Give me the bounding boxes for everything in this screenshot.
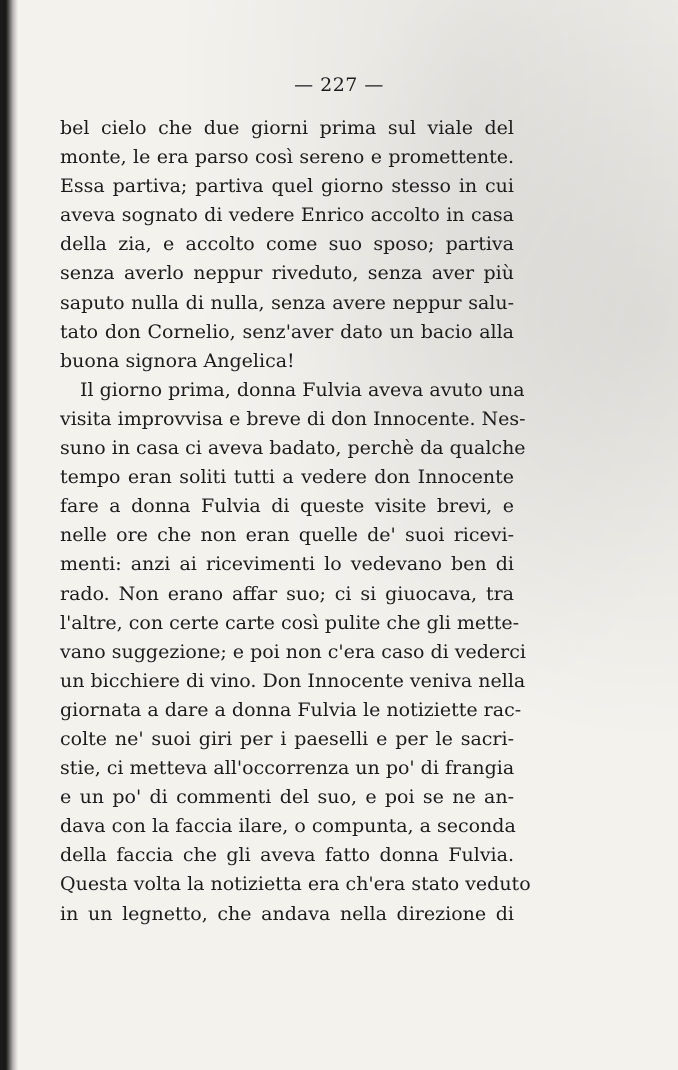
- text-line: tempo eran soliti tutti a vedere don Innocente: [60, 466, 514, 489]
- page-number: — 227 —: [294, 74, 384, 96]
- text-line: vano suggezione; e poi non c'era caso di vederci: [60, 640, 526, 663]
- text-line: della zia, e accolto come suo sposo; partiva: [60, 233, 514, 256]
- text-line: saputo nulla di nulla, senza avere neppur salu-: [60, 291, 514, 314]
- text-line: Essa partiva; partiva quel giorno stesso in cui: [60, 175, 514, 198]
- text-line: rado. Non erano affar suo; ci si giuocava, tra: [60, 582, 514, 605]
- binding-edge: [0, 0, 18, 1070]
- text-line: suno in casa ci aveva badato, perchè da qualche: [60, 437, 526, 460]
- text-line: fare a donna Fulvia di queste visite brevi, e: [60, 495, 514, 518]
- text-line: un bicchiere di vino. Don Innocente veniva nella: [60, 669, 526, 692]
- text-line: e un po' di commenti del suo, e poi se ne an-: [60, 786, 514, 809]
- text-line: aveva sognato di vedere Enrico accolto in casa: [60, 204, 514, 227]
- text-line: giornata a dare a donna Fulvia le notiziette rac-: [60, 698, 522, 721]
- text-line: menti: anzi ai ricevimenti lo vedevano ben di: [60, 553, 514, 576]
- text-line: in un legnetto, che andava nella direzione di: [60, 902, 514, 925]
- text-line: stie, ci metteva all'occorrenza un po' di frangia: [60, 757, 515, 780]
- text-line: nelle ore che non eran quelle de' suoi ricevi-: [60, 524, 514, 547]
- text-line: monte, le era parso così sereno e promettente.: [60, 146, 514, 169]
- text-line: senza averlo neppur riveduto, senza aver più: [60, 262, 514, 285]
- text-line: dava con la faccia ilare, o compunta, a seconda: [60, 815, 516, 838]
- paragraph-start-line: Il giorno prima, donna Fulvia aveva avuto una: [80, 378, 525, 401]
- text-line: della faccia che gli aveva fatto donna Fulvia.: [60, 844, 514, 867]
- text-line: Questa volta la notizietta era ch'era stato veduto: [60, 873, 531, 896]
- text-line: colte ne' suoi giri per i paeselli e per le sacri-: [60, 727, 514, 750]
- text-line: buona signora Angelica!: [60, 349, 295, 372]
- text-line: l'altre, con certe carte così pulite che gli mette-: [60, 611, 520, 634]
- body-text: [60, 114, 531, 929]
- text-line: visita improvvisa e breve di don Innocente. Nes-: [60, 407, 526, 430]
- text-line: tato don Cornelio, senz'aver dato un bacio alla: [60, 320, 514, 343]
- text-line: bel cielo che due giorni prima sul viale del: [60, 117, 514, 139]
